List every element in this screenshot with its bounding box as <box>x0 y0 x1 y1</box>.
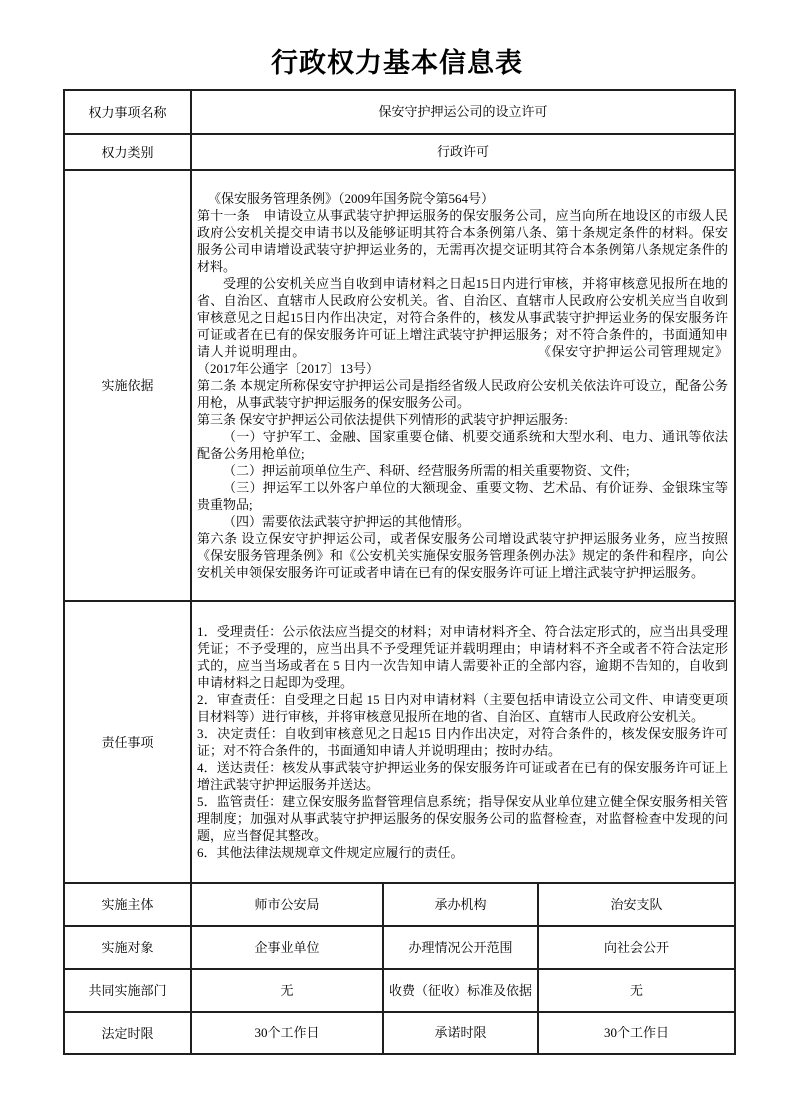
power-item-name-value: 保安守护押运公司的设立许可 <box>191 90 735 134</box>
table-row <box>64 926 735 969</box>
legal-basis-paragraph: 第十一条 申请设立从事武装守护押运服务的保安服务公司，应当向所在地设区的市级人民政府公安机关提交申请书以及能够证明其符合本条例第八条、第十条规定条件的材料。保安服务公司申请增设武装守护押运业务的，无需再次提交证明其符合本条例第八条规定条件的材料。 <box>197 208 729 274</box>
disclosure-scope-label: 办理情况公开范围 <box>383 926 538 969</box>
promised-limit-label: 承诺时限 <box>383 1012 538 1054</box>
table-row <box>64 170 735 601</box>
responsibility-paragraph: 1．受理责任：公示依法应当提交的材料；对申请材料齐全、符合法定形式的，应当出具受理凭证；不予受理的，应当出具不予受理凭证并载明理由；申请材料不齐全或者不符合法定形式的，应当当场或者在 5 日内一次告知申请人需要补正的全部内容，逾期不告知的，自收到申请材料之日起即为受理。 <box>197 624 729 690</box>
legal-basis-paragraph: （三）押运军工以外客户单位的大额现金、重要文物、艺术品、有价证券、金银珠宝等贵重物品; <box>197 480 729 512</box>
responsibility-paragraph: 4．送达责任：核发从事武装守护押运业务的保安服务许可证或者在已有的保安服务许可证上增注武装守护押运服务并送达。 <box>197 760 729 792</box>
responsibilities-content <box>191 601 735 883</box>
legal-basis-content <box>191 170 735 601</box>
implementer-label: 实施主体 <box>64 883 191 926</box>
legal-basis-paragraph: （二）押运前项单位生产、科研、经营服务所需的相关重要物资、文件; <box>223 463 630 478</box>
responsibility-paragraph: 5．监管责任：建立保安服务监督管理信息系统；指导保安从业单位建立健全保安服务相关管理制度；加强对从事武装守护押运服务的保安服务公司的监督检查，对监督检查中发现的问题，应当督促其整改。 <box>197 794 729 843</box>
handling-agency-label: 承办机构 <box>383 883 538 926</box>
page-title: 行政权力基本信息表 <box>271 48 523 78</box>
table-row <box>64 969 735 1012</box>
table-row <box>64 883 735 926</box>
legal-basis-paragraph: （一）守护军工、金融、国家重要仓储、机要交通系统和大型水利、电力、通讯等依法配备公务用枪单位; <box>197 429 729 461</box>
fee-standard-value: 无 <box>538 969 735 1012</box>
statutory-limit-label: 法定时限 <box>64 1012 191 1054</box>
promised-limit-value: 30个工作日 <box>538 1012 735 1054</box>
table-row <box>64 601 735 883</box>
disclosure-scope-value: 向社会公开 <box>538 926 735 969</box>
legal-basis-paragraph: （四）需要依法武装守护押运的其他情形。 <box>223 514 471 529</box>
power-type-label: 权力类别 <box>64 134 191 170</box>
target-label: 实施对象 <box>64 926 191 969</box>
statutory-limit-value: 30个工作日 <box>191 1012 383 1054</box>
legal-basis-paragraph: 第三条 保安守护押运公司依法提供下列情形的武装守护押运服务: <box>197 412 568 427</box>
handling-agency-value: 治安支队 <box>538 883 735 926</box>
responsibility-paragraph: 3．决定责任：自收到审核意见之日起15 日内作出决定，对符合条件的，核发保安服务许可证；对不符合条件的，书面通知申请人并说明理由；按时办结。 <box>197 726 729 758</box>
legal-basis-paragraph: 《保安服务管理条例》（2009年国务院令第564号） <box>208 191 495 206</box>
responsibility-paragraph: 2．审查责任：自受理之日起 15 日内对申请材料（主要包括申请设立公司文件、申请变更项目材料等）进行审核，并将审核意见报所在地的省、自治区、直辖市人民政府公安机关。 <box>197 692 729 724</box>
responsibility-paragraph: 6．其他法律法规规章文件规定应履行的责任。 <box>197 845 464 860</box>
table-row <box>64 1012 735 1054</box>
power-type-value: 行政许可 <box>191 134 735 170</box>
fee-standard-label: 收费（征收）标准及依据 <box>383 969 538 1012</box>
legal-basis-label: 实施依据 <box>64 170 191 601</box>
target-value: 企事业单位 <box>191 926 383 969</box>
info-table <box>63 89 736 1055</box>
table-row <box>64 90 735 134</box>
table-row <box>64 134 735 170</box>
joint-dept-value: 无 <box>191 969 383 1012</box>
joint-dept-label: 共同实施部门 <box>64 969 191 1012</box>
legal-basis-paragraph: 第二条 本规定所称保安守护押运公司是指经省级人民政府公安机关依法许可设立，配备公务用枪，从事武装守护押运服务的保安服务公司。 <box>197 378 729 410</box>
responsibilities-label: 责任事项 <box>64 601 191 883</box>
legal-basis-paragraph: 受理的公安机关应当自收到申请材料之日起15日内进行审核，并将审核意见报所在地的省、自治区、直辖市人民政府公安机关。省、自治区、直辖市人民政府公安机关应当自收到审核意见之日起15日内作出决定，对符合条件的，核发从事武装守护押运业务的保安服务许可证或者在已有的保安服务许可证上增注武装守护押运服务；对不符合条件的，书面通知申请人并说明理由。 《保安守护押运公司管理规定》（2017年公通字〔2017〕13号） <box>197 276 729 376</box>
legal-basis-paragraph: 第六条 设立保安守护押运公司，或者保安服务公司增设武装守护押运服务业务，应当按照《保安服务管理条例》和《公安机关实施保安服务管理条例办法》规定的条件和程序，向公安机关申领保安服务许可证或者申请在已有的保安服务许可证上增注武装守护押运服务。 <box>197 531 729 580</box>
implementer-value: 师市公安局 <box>191 883 383 926</box>
power-item-name-label: 权力事项名称 <box>64 90 191 134</box>
